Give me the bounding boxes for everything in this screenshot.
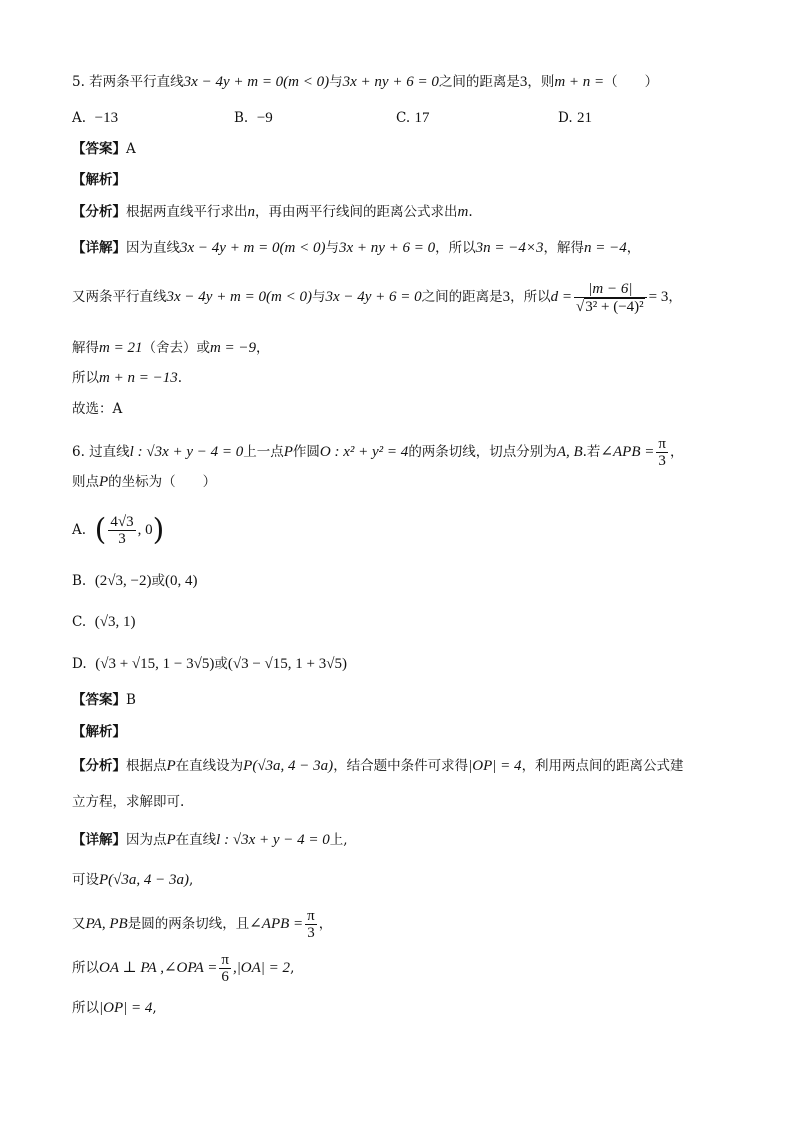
paren-left: ( [94,512,107,548]
q5-eq2: 3x + ny + 6 = 0 [342,74,439,90]
math: ,|OA| = 2 [232,960,291,976]
option-letter: C. [396,110,411,126]
text: 所以 [72,960,99,976]
answer-value: A [126,141,136,157]
q5-answer [72,139,136,159]
q6-option-c[interactable] [72,612,135,632]
angle-fraction [656,436,668,469]
q6-detail-1 [72,830,348,850]
angle-fraction [305,908,317,941]
text: ，再由两平行线间的距离公式求出 [255,204,458,220]
q5-ask: m + n = [554,74,605,90]
fenxi-tag: 【分析】 [72,204,126,220]
fraction-denominator: 3 [118,531,126,547]
option-text: −9 [256,110,273,126]
q6-fenxi-2 [72,792,184,812]
option-text: (0, 4) [165,573,198,589]
fraction-denominator: 3 [658,453,666,469]
detail-tag: 【详解】 [72,240,126,256]
text: ， [669,444,684,460]
math: P(√3a, 4 − 3a) [99,872,190,888]
text: 6. 过直线 [72,444,130,460]
math: m [457,204,469,220]
fraction-denominator: √3² + (−4)² [576,298,644,315]
paren-right: ) [152,512,165,548]
text: 又两条平行直线 [72,289,167,305]
q5-stem-text: 之间的距离是 [438,74,520,90]
option-letter: D. [72,656,87,672]
math: 3n = −4×3 [475,240,544,256]
option-text: (2√3, −2) [94,573,152,589]
answer-tag: 【答案】 [72,692,126,708]
text: , [152,1000,157,1016]
angle-fraction [219,952,231,985]
math: ∠APB = [600,444,655,460]
option-text: 21 [576,110,592,126]
math: P(√3a, 4 − 3a) [243,758,334,774]
text: 的两条切线，切点分别为 [408,444,557,460]
text: 上, [329,832,348,848]
q5-option-d[interactable] [558,108,592,128]
text: 因为点 [126,832,167,848]
distance-fraction [574,281,647,315]
math: n = −4 [584,240,627,256]
option-text: (√3 − √15, 1 + 3√5) [227,656,347,672]
q6-answer [72,690,136,710]
math: m = 21 [99,340,143,356]
q5-option-a[interactable] [72,108,118,128]
q6-option-d[interactable] [72,654,347,674]
q5-eq1: 3x − 4y + m = 0(m < 0) [183,74,330,90]
text: 作圆 [292,444,320,460]
sqrt-body: 3² + (−4)² [585,298,644,315]
q5-detail-3 [72,338,270,358]
math: n [247,204,255,220]
option-text: −13 [94,110,119,126]
math: |OP| = 4 [99,1000,153,1016]
q5-fenxi [72,202,473,222]
option-text: 17 [414,110,430,126]
fraction-numerator: π [658,436,666,452]
option-text: , 0 [137,522,153,538]
math: |OP| = 4 [468,758,522,774]
fraction-numerator: π [307,908,315,924]
option-text: (√3 + √15, 1 − 3√5) [95,656,215,672]
text: ，所以 [510,289,551,305]
answer-value: B [126,692,136,708]
q5-analysis-heading [72,170,126,190]
math: ∠APB = [249,916,304,932]
fraction-denominator: 6 [221,969,229,985]
text: 又 [72,916,86,932]
text: 故选：A [72,401,123,417]
option-letter: C. [72,614,87,630]
text: .若 [582,444,601,460]
text: ， [256,340,270,356]
option-text: (√3, 1) [94,614,136,630]
text: ， [318,916,333,932]
text: 所以 [72,1000,99,1016]
math: P [166,758,176,774]
text: , [189,872,194,888]
option-fraction [108,514,135,547]
answer-tag: 【答案】 [72,141,126,157]
math: A, B [556,444,583,460]
math: m + n = −13 [99,370,178,386]
q5-stem [72,72,658,92]
text: . [177,370,182,386]
text: 可设 [72,872,99,888]
math: 3x + ny + 6 = 0 [338,240,436,256]
math: = 3 [648,289,669,305]
text: 解得 [72,340,99,356]
math: d = [550,289,573,305]
q6-detail-5 [72,998,157,1018]
q6-option-b[interactable] [72,571,198,591]
text: 根据点 [126,758,167,774]
math: P [99,474,109,490]
text: 的坐标为（ ） [108,474,217,490]
math: 3x − 4y + m = 0(m < 0) [166,289,312,305]
text: ， [668,289,682,305]
text: 在直线设为 [175,758,244,774]
text: ，所以 [435,240,476,256]
math: m = −9 [209,340,257,356]
q6-detail-2 [72,870,193,890]
q6-stem [72,434,683,470]
option-text: 或 [214,656,228,672]
fraction-numerator: π [221,952,229,968]
option-letter: B. [72,573,87,589]
analysis-tag: 【解析】 [72,172,126,188]
math: P [283,444,293,460]
math: 3 [502,289,511,305]
fraction-denominator: 3 [307,925,315,941]
q5-detail-4 [72,368,182,388]
math: 3x − 4y + 6 = 0 [325,289,422,305]
q6-fenxi [72,756,684,776]
math: O : x² + y² = 4 [319,444,409,460]
text: 之间的距离是 [421,289,503,305]
detail-tag: 【详解】 [72,832,126,848]
q6-detail-4 [72,950,294,986]
option-letter: B. [234,110,249,126]
text: ，解得 [543,240,585,256]
q5-stem-text: 5. 若两条平行直线 [72,74,184,90]
text: ，利用两点间的距离公式建 [521,758,684,774]
option-letter: A. [72,522,87,538]
q5-stem-text: ，则 [527,74,555,90]
q5-option-c[interactable] [396,108,429,128]
option-text: 或 [151,573,165,589]
q5-dist: 3 [519,74,528,90]
text: 则点 [72,474,99,490]
fraction-numerator: 4√3 [110,514,134,530]
math: PA, PB [85,916,128,932]
q5-stem-text: 与 [329,74,343,90]
q6-analysis-heading [72,722,126,742]
text: 因为直线 [126,240,180,256]
q5-option-b[interactable] [234,108,273,128]
fenxi-tag: 【分析】 [72,758,126,774]
text: 与 [325,240,339,256]
text: 根据两直线平行求出 [126,204,248,220]
q5-stem-text: （ ） [604,74,659,90]
q6-stem-2 [72,472,216,492]
q6-detail-3 [72,906,332,942]
text: 是圆的两条切线，且 [127,916,250,932]
text: , [290,960,295,976]
math: l : √3x + y − 4 = 0 [129,444,244,460]
option-letter: A. [72,110,87,126]
text: . [468,204,473,220]
text: 所以 [72,370,99,386]
text: ，结合题中条件可求得 [333,758,469,774]
math: P [166,832,176,848]
math: l : √3x + y − 4 = 0 [216,832,330,848]
option-letter: D. [558,110,573,126]
q5-detail-2 [72,278,682,316]
analysis-tag: 【解析】 [72,724,126,740]
text: ， [626,240,641,256]
text: （舍去）或 [142,340,210,356]
fraction-numerator: |m − 6| [574,281,647,298]
text: 与 [311,289,326,305]
q5-detail-1 [72,238,640,258]
q6-option-a[interactable] [72,510,164,551]
text: 在直线 [175,832,217,848]
text: 上一点 [243,444,284,460]
text: 立方程，求解即可. [72,794,185,810]
q5-conclusion [72,399,122,419]
math: 3x − 4y + m = 0(m < 0) [180,240,326,256]
math: OA ⊥ PA ,∠OPA = [99,960,218,976]
